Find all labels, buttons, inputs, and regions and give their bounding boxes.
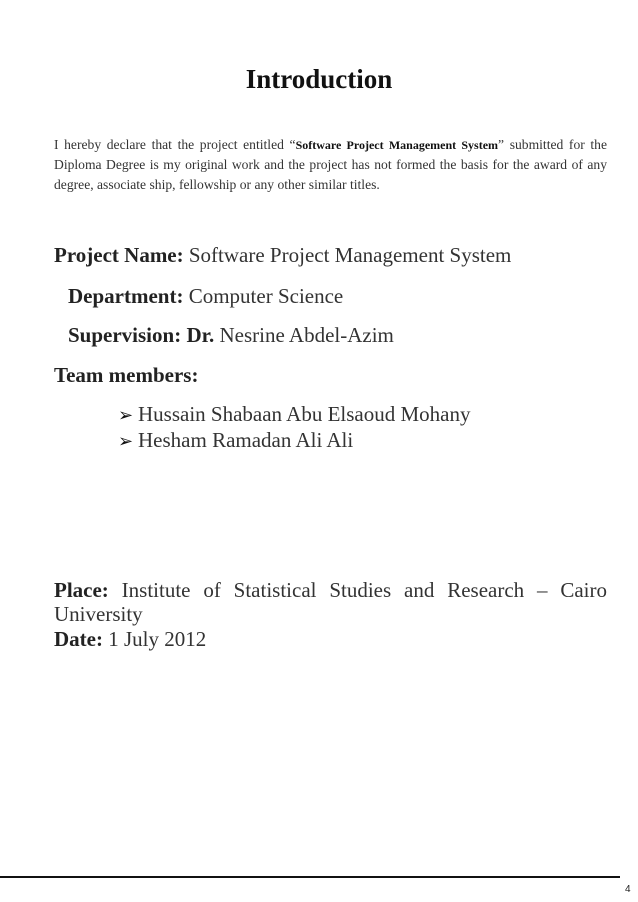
arrow-bullet-icon: ➢ xyxy=(118,405,134,426)
declaration-project-title: Software Project Management System xyxy=(295,138,499,152)
project-name-label: Project Name: xyxy=(54,243,184,267)
date-field xyxy=(54,627,206,651)
department-label: Department: xyxy=(68,284,184,308)
date-label: Date: xyxy=(54,627,103,651)
department-value: Computer Science xyxy=(188,284,344,308)
declaration-text-after: ” submitted for the Diploma Degree is my original work and the project has not formed the basis for the award of any degree, associate ship, fellowship or any other similar titles. xyxy=(54,137,607,192)
footer-divider xyxy=(0,876,620,878)
supervision-label: Supervision: Dr. xyxy=(68,323,215,347)
arrow-bullet-icon: ➢ xyxy=(118,431,134,452)
supervision-field xyxy=(68,323,394,347)
page-title: Introduction xyxy=(245,64,393,94)
team-members-label: Team members: xyxy=(54,363,199,387)
declaration-paragraph xyxy=(54,135,607,195)
supervision-value: Nesrine Abdel-Azim xyxy=(219,323,394,347)
place-field xyxy=(54,578,607,626)
team-member-name: Hesham Ramadan Ali Ali xyxy=(138,428,354,452)
team-members-heading xyxy=(54,363,198,387)
project-name-field xyxy=(54,243,511,267)
place-label: Place: xyxy=(54,578,109,602)
page-number: 4 xyxy=(625,884,631,895)
project-name-value: Software Project Management System xyxy=(188,243,512,267)
department-field xyxy=(68,284,343,308)
date-value: 1 July 2012 xyxy=(108,627,207,651)
team-member-name: Hussain Shabaan Abu Elsaoud Mohany xyxy=(138,402,471,426)
team-member-item xyxy=(118,402,470,428)
team-member-item xyxy=(118,428,353,454)
declaration-text-before: I hereby declare that the project entitled “ xyxy=(54,137,296,152)
place-value: Institute of Statistical Studies and Research – Cairo University xyxy=(54,578,608,626)
